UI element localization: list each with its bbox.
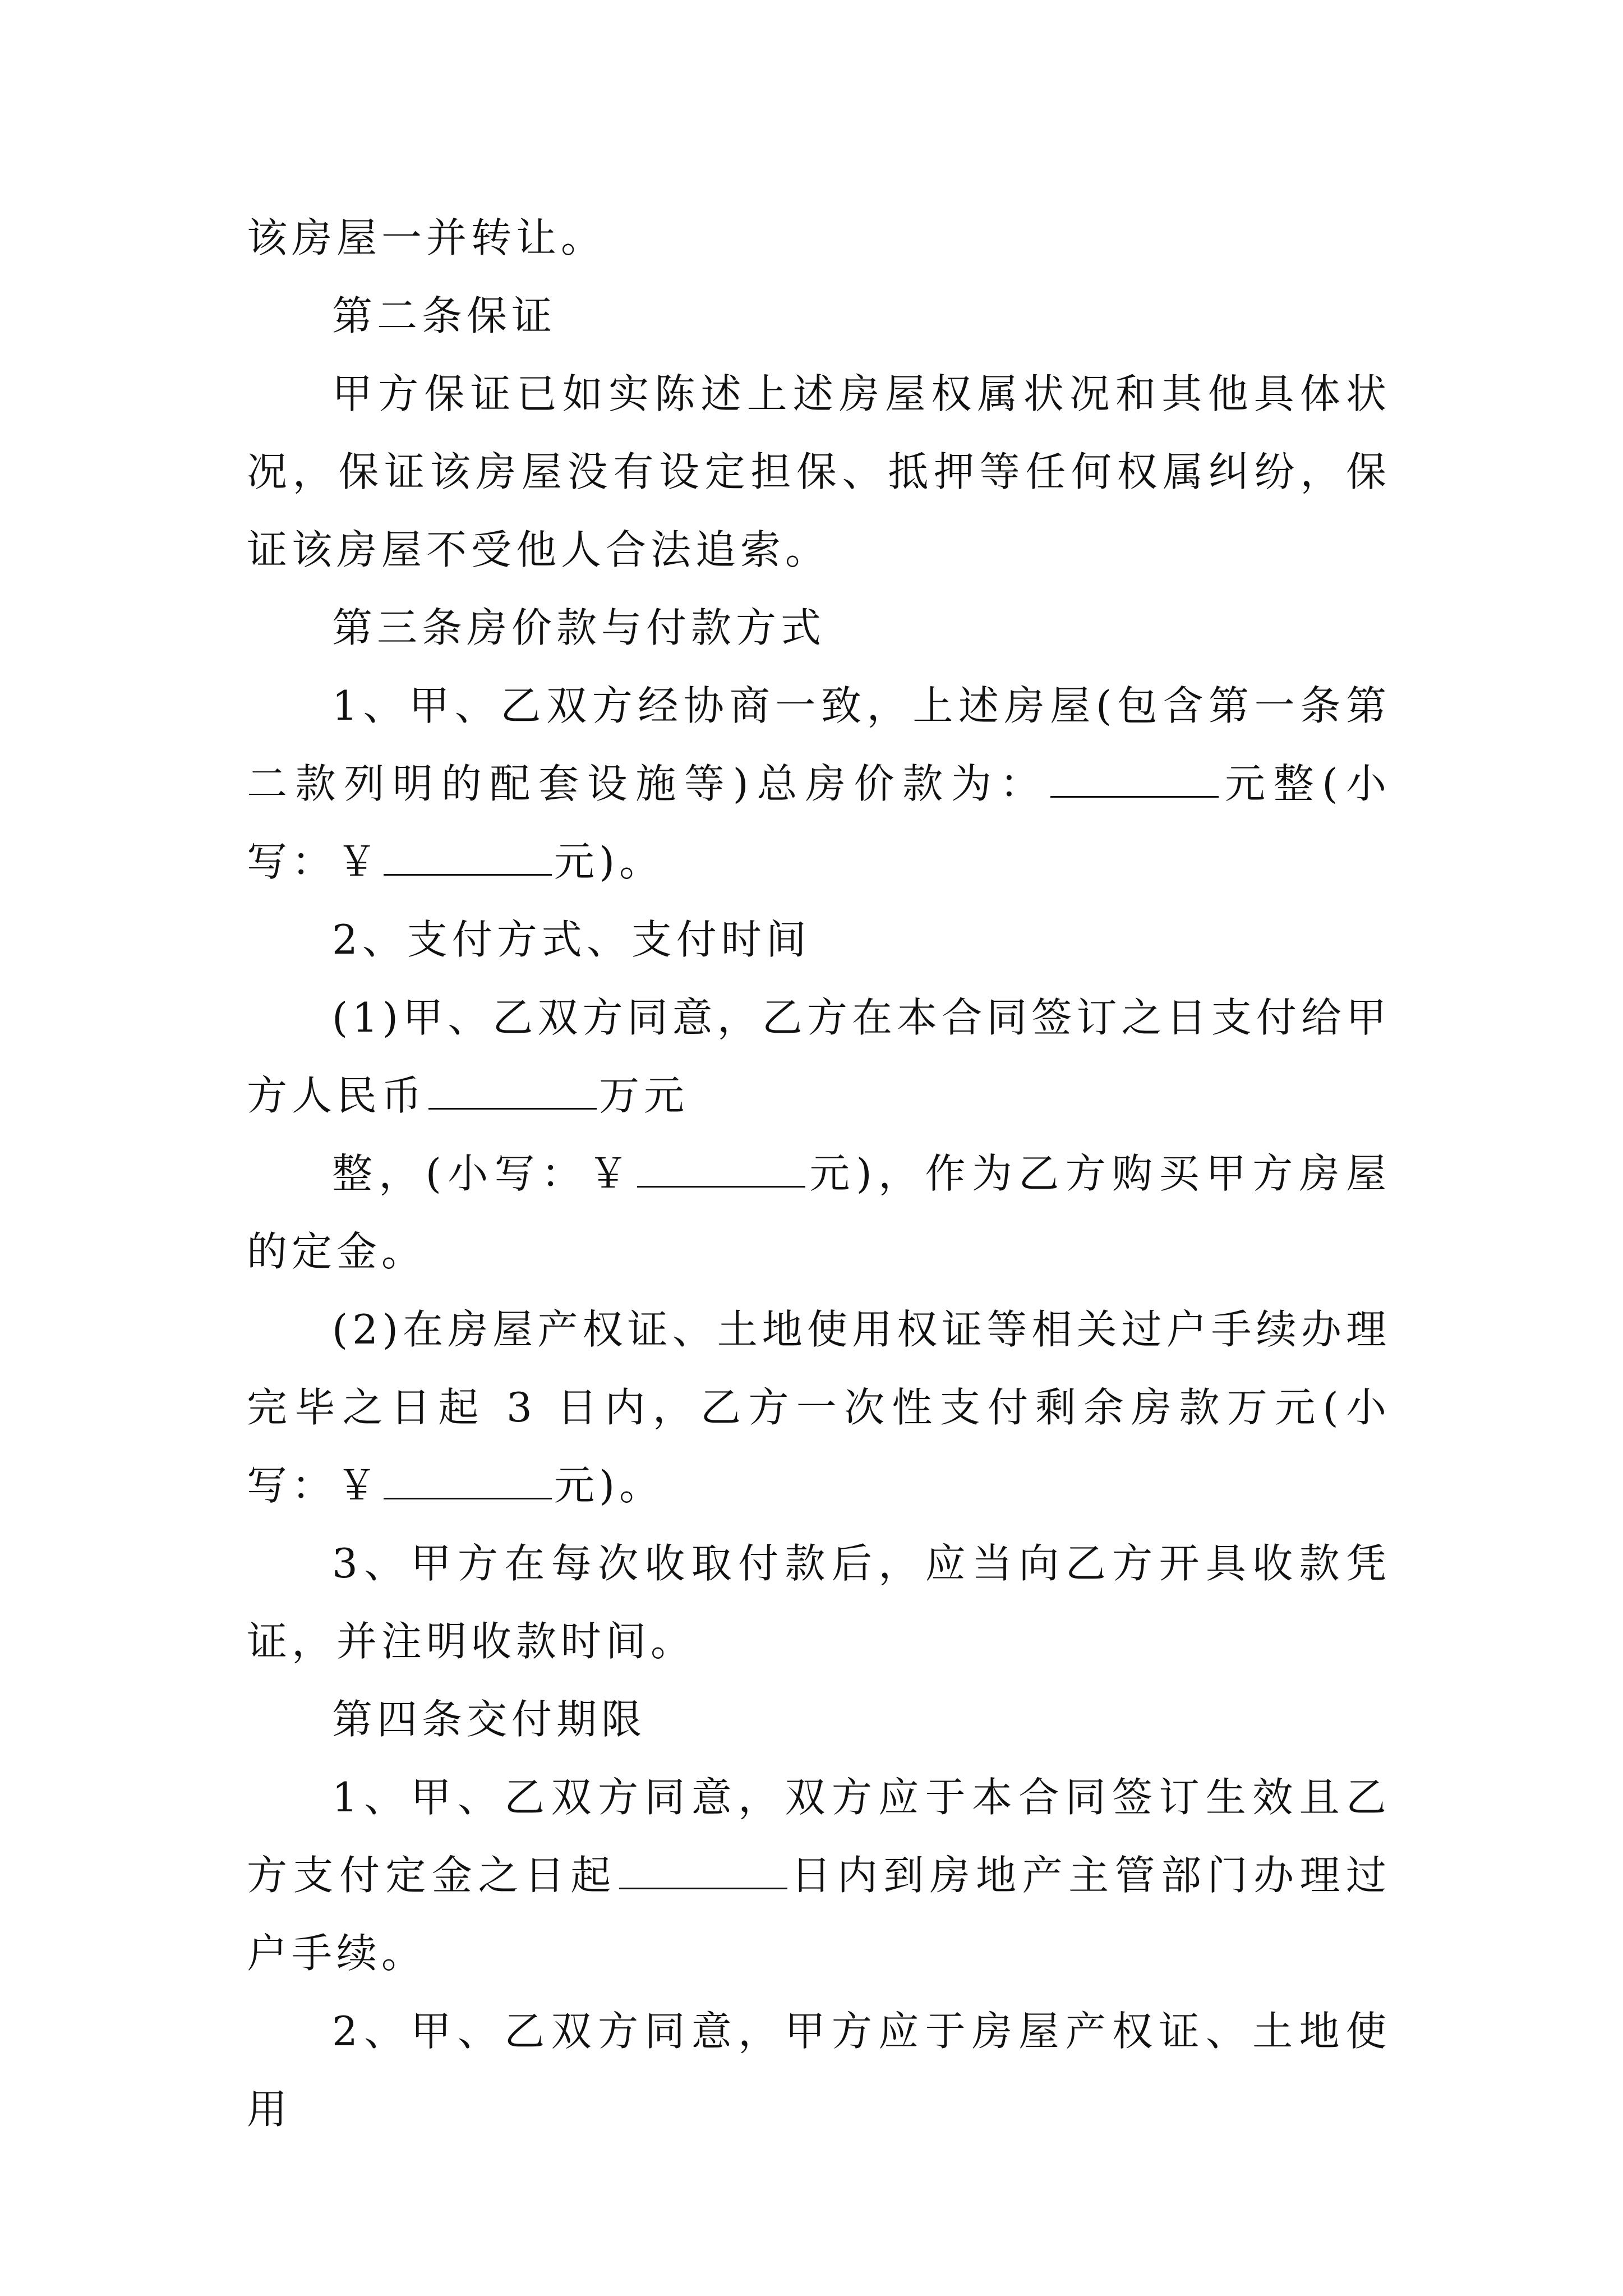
clause-text: (1)甲、乙双方同意，乙方在本合同签订之日支付给甲方人民币 bbox=[247, 994, 1391, 1119]
article-3-clause-2-item-1 bbox=[247, 979, 1391, 1135]
article-3-clause-2-item-2 bbox=[247, 1291, 1391, 1525]
article-3-clause-1 bbox=[247, 667, 1391, 901]
document-body bbox=[247, 199, 1391, 2148]
clause-text: 元整(小写：￥ bbox=[247, 760, 1391, 885]
clause-text: 日内到房地产主管部门办理过户手续。 bbox=[247, 1852, 1391, 1977]
article-2-paragraph: 甲方保证已如实陈述上述房屋权属状况和其他具体状况，保证该房屋没有设定担保、抵押等任何权属纠纷，保证该房屋不受他人合法追索。 bbox=[247, 370, 1391, 573]
article-3-heading: 第三条房价款与付款方式 bbox=[332, 604, 826, 651]
article-3-clause-3: 3、甲方在每次收取付款后，应当向乙方开具收款凭证，并注明收款时间。 bbox=[247, 1540, 1391, 1665]
clause-text: 元)。 bbox=[554, 838, 665, 885]
clause-text: 整，(小写：￥ bbox=[332, 1150, 635, 1197]
paragraph-transfer-note: 该房屋一并转让。 bbox=[247, 214, 606, 261]
clause-text: 元)。 bbox=[554, 1462, 665, 1509]
article-2-heading: 第二条保证 bbox=[332, 292, 557, 339]
article-4-heading: 第四条交付期限 bbox=[332, 1696, 647, 1743]
fill-in-blank bbox=[428, 1107, 597, 1110]
fill-in-blank bbox=[619, 1887, 787, 1889]
clause-text: 1、甲、乙双方同意，双方应于本合同签订生效且乙方支付定金之日起 bbox=[247, 1774, 1391, 1899]
clause-text: 1、甲、乙双方经协商一致，上述房屋(包含第一条第二款列明的配套设施等)总房价款为： bbox=[247, 682, 1391, 807]
article-3-clause-2-item-1-cont bbox=[247, 1135, 1391, 1291]
clause-text: 万元 bbox=[599, 1072, 689, 1119]
article-4-clause-1 bbox=[247, 1759, 1391, 1993]
clause-text: 元)，作为乙方购买甲方房屋的定金。 bbox=[247, 1150, 1391, 1275]
fill-in-blank bbox=[637, 1185, 805, 1188]
fill-in-blank bbox=[1050, 795, 1219, 798]
article-3-clause-2-heading: 2、支付方式、支付时间 bbox=[332, 916, 811, 963]
clause-text: (2)在房屋产权证、土地使用权证等相关过户手续办理完毕之日起 3 日内，乙方一次性支付剩余房款万元(小写：￥ bbox=[247, 1306, 1391, 1509]
article-4-clause-2: 2、甲、乙双方同意，甲方应于房屋产权证、土地使用 bbox=[247, 2008, 1391, 2133]
fill-in-blank bbox=[384, 873, 552, 876]
fill-in-blank bbox=[384, 1497, 552, 1499]
